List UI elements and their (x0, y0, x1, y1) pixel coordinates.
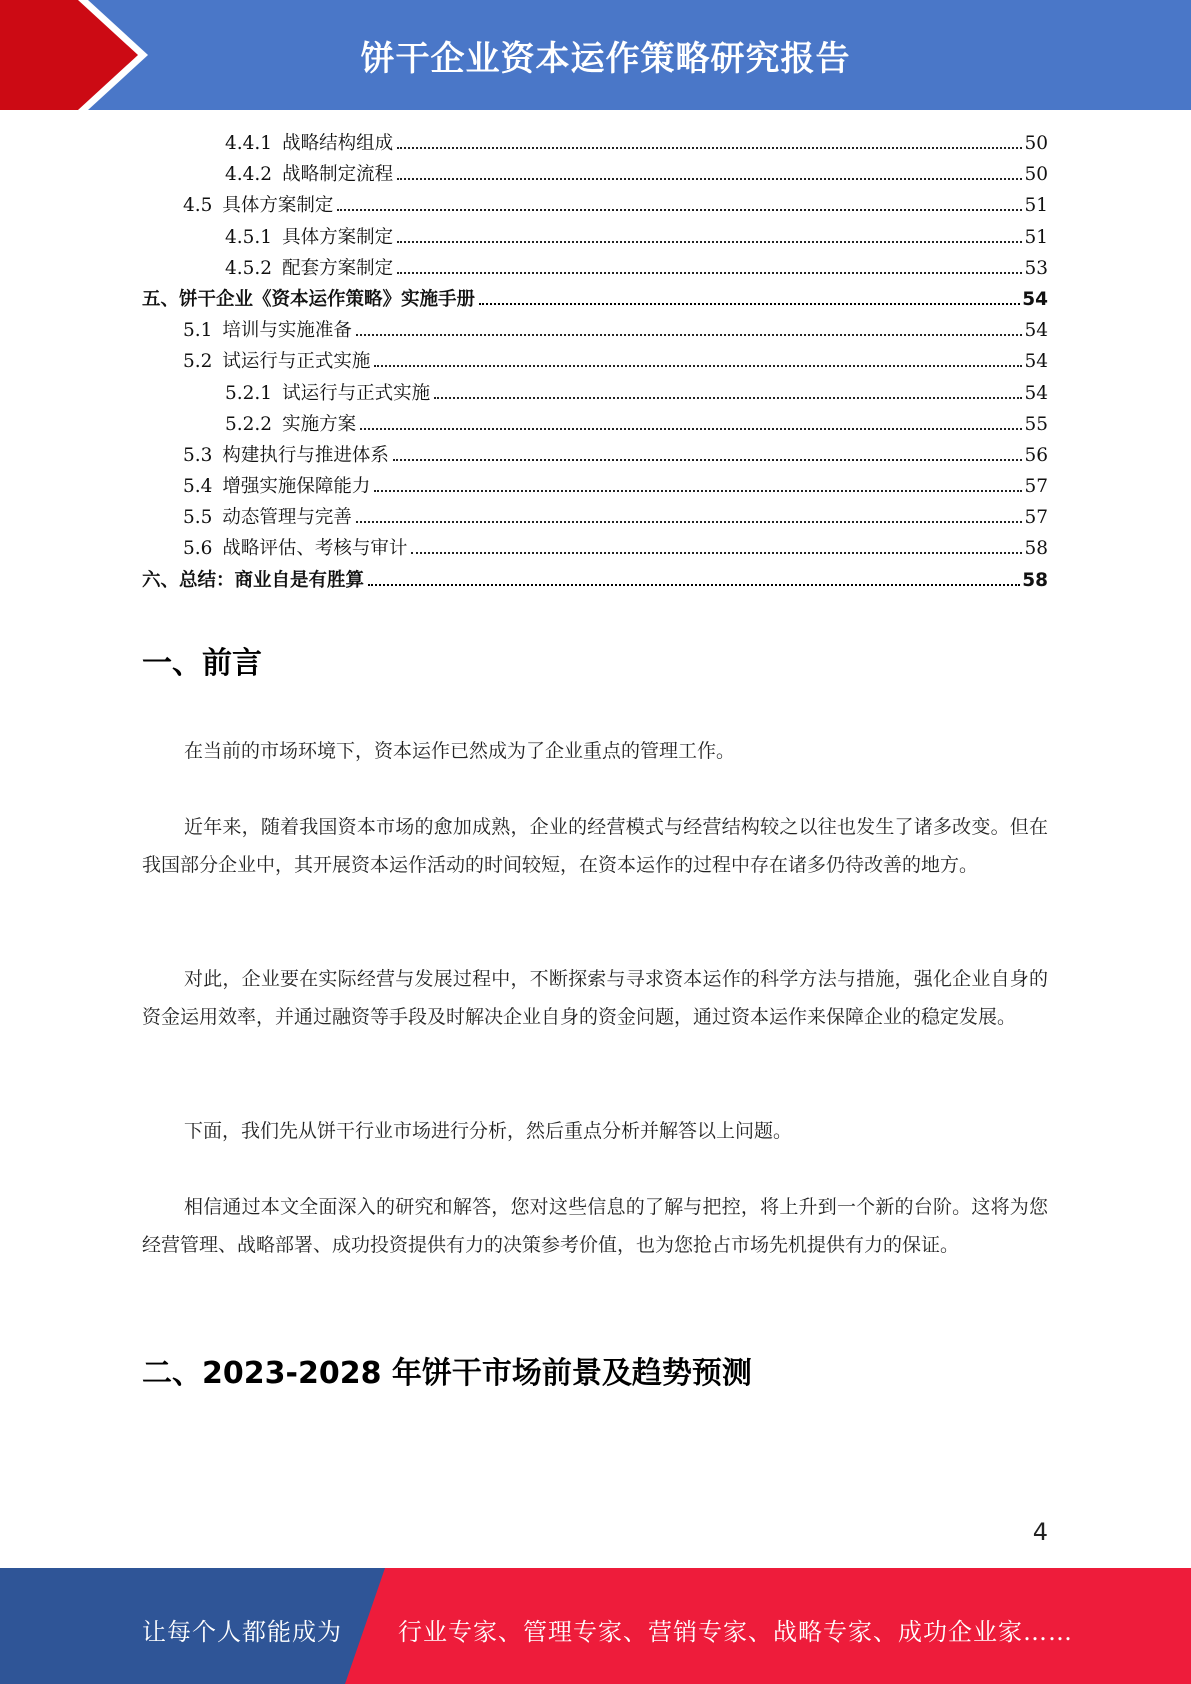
toc-entry-number: 4.4.2 (225, 164, 273, 186)
toc-entry-page: 55 (1024, 413, 1048, 435)
toc-entry-number: 5.2.1 (225, 382, 273, 404)
toc-leader-dots (434, 397, 1022, 399)
paragraph: 近年来，随着我国资本市场的愈加成熟，企业的经营模式与经营结构较之以往也发生了诸多改变。但在我国部分企业中，其开展资本运作活动的时间较短，在资本运作的过程中存在诸多仍待改善的地方。 (142, 816, 1048, 876)
toc-entry-number: 5.1 (183, 320, 213, 342)
toc-leader-dots (397, 178, 1022, 180)
toc-entry-number: 4.5.1 (225, 226, 273, 248)
toc-entry[interactable] (142, 533, 1048, 564)
toc-entry-page: 51 (1024, 195, 1048, 217)
toc-entry-title: 具体方案制定 (282, 226, 394, 248)
toc-leader-dots (356, 334, 1023, 336)
toc-entry[interactable] (142, 253, 1048, 284)
toc-entry-number: 5.2.2 (225, 413, 273, 435)
toc-entry-page: 50 (1024, 133, 1048, 154)
toc-leader-dots (397, 272, 1022, 274)
toc-entry-page: 54 (1024, 351, 1048, 373)
toc-entry-page: 51 (1024, 226, 1048, 248)
toc-entry-number: 5.5 (183, 507, 213, 529)
toc-entry[interactable] (142, 159, 1048, 190)
paragraph: 在当前的市场环境下，资本运作已然成为了企业重点的管理工作。 (184, 740, 736, 762)
toc-entry-page: 58 (1024, 538, 1048, 560)
toc-entry-number: 4.4.1 (225, 133, 273, 154)
toc-entry-title: 战略评估、考核与审计 (222, 538, 408, 560)
toc-leader-dots (479, 303, 1020, 305)
toc-entry[interactable] (142, 502, 1048, 533)
toc-leader-dots (411, 552, 1022, 554)
toc-entry-page: 56 (1024, 444, 1048, 466)
toc-entry-page: 58 (1022, 569, 1048, 591)
toc-entry-title: 战略制定流程 (282, 164, 394, 186)
toc-leader-dots (374, 365, 1022, 367)
toc-entry[interactable] (142, 346, 1048, 377)
toc-entry[interactable] (142, 471, 1048, 502)
toc-entry[interactable] (142, 190, 1048, 221)
toc-entry-number: 5.2 (183, 351, 213, 373)
section-heading-preface: 一、前言 (142, 646, 262, 681)
toc-entry-number: 4.5.2 (225, 257, 273, 279)
toc-leader-dots (374, 490, 1022, 492)
toc-entry-title: 饼干企业《资本运作策略》实施手册 (179, 288, 476, 310)
toc-entry-title: 增强实施保障能力 (222, 476, 371, 498)
toc-entry[interactable] (142, 128, 1048, 159)
toc-entry-title: 试运行与正式实施 (222, 351, 371, 373)
toc-leader-dots (393, 459, 1023, 461)
report-title: 饼干企业资本运作策略研究报告 (360, 38, 851, 79)
toc-entry-page: 57 (1024, 476, 1048, 498)
toc-entry[interactable] (142, 409, 1048, 440)
toc-leader-dots (360, 428, 1022, 430)
toc-entry[interactable] (142, 440, 1048, 471)
toc-entry-title: 总结：商业自是有胜算 (179, 569, 365, 591)
toc-entry[interactable] (142, 222, 1048, 253)
toc-entry-title: 构建执行与推进体系 (222, 444, 389, 466)
toc-leader-dots (368, 584, 1020, 586)
toc-leader-dots (397, 241, 1022, 243)
toc-entry-number: 5.4 (183, 476, 213, 498)
toc-entry-page: 53 (1024, 257, 1048, 279)
toc-entry-page: 54 (1024, 320, 1048, 342)
footer-slogan-right: 行业专家、管理专家、营销专家、战略专家、成功企业家…… (398, 1618, 1073, 1646)
toc-entry[interactable] (142, 284, 1048, 315)
toc-leader-dots (356, 521, 1023, 523)
toc-entry-page: 57 (1024, 507, 1048, 529)
paragraph: 对此，企业要在实际经营与发展过程中，不断探索与寻求资本运作的科学方法与措施，强化企业自身的资金运用效率，并通过融资等手段及时解决企业自身的资金问题，通过资本运作来保障企业的稳定发展。 (142, 968, 1048, 1028)
toc-entry-page: 54 (1022, 288, 1048, 310)
toc-leader-dots (337, 209, 1022, 211)
toc-entry-title: 配套方案制定 (282, 257, 394, 279)
toc-entry[interactable] (142, 315, 1048, 346)
toc-entry-number: 4.5 (183, 195, 213, 217)
toc-entry-number: 六、 (142, 569, 180, 591)
toc-entry-title: 动态管理与完善 (222, 507, 352, 529)
footer-slogan-left: 让每个人都能成为 (142, 1618, 342, 1646)
toc-entry-number: 五、 (142, 288, 180, 310)
toc-entry-title: 实施方案 (282, 413, 357, 435)
toc-entry-title: 战略结构组成 (282, 133, 394, 154)
toc-leader-dots (397, 147, 1022, 149)
toc-entry[interactable] (142, 565, 1048, 596)
page-header (0, 0, 1191, 110)
toc-entry[interactable] (142, 378, 1048, 409)
page-number: 4 (1032, 1518, 1048, 1546)
toc-entry-number: 5.3 (183, 444, 213, 466)
toc-entry-title: 培训与实施准备 (222, 320, 352, 342)
table-of-contents (142, 128, 1048, 596)
section-heading-forecast: 二、2023-2028 年饼干市场前景及趋势预测 (142, 1356, 752, 1391)
toc-entry-number: 5.6 (183, 538, 213, 560)
toc-entry-title: 具体方案制定 (222, 195, 334, 217)
toc-entry-title: 试运行与正式实施 (282, 382, 431, 404)
toc-entry-page: 54 (1024, 382, 1048, 404)
paragraph: 相信通过本文全面深入的研究和解答，您对这些信息的了解与把控，将上升到一个新的台阶。这将为您经营管理、战略部署、成功投资提供有力的决策参考价值，也为您抢占市场先机提供有力的保证。 (142, 1196, 1048, 1256)
paragraph: 下面，我们先从饼干行业市场进行分析，然后重点分析并解答以上问题。 (184, 1120, 793, 1142)
toc-entry-page: 50 (1024, 164, 1048, 186)
